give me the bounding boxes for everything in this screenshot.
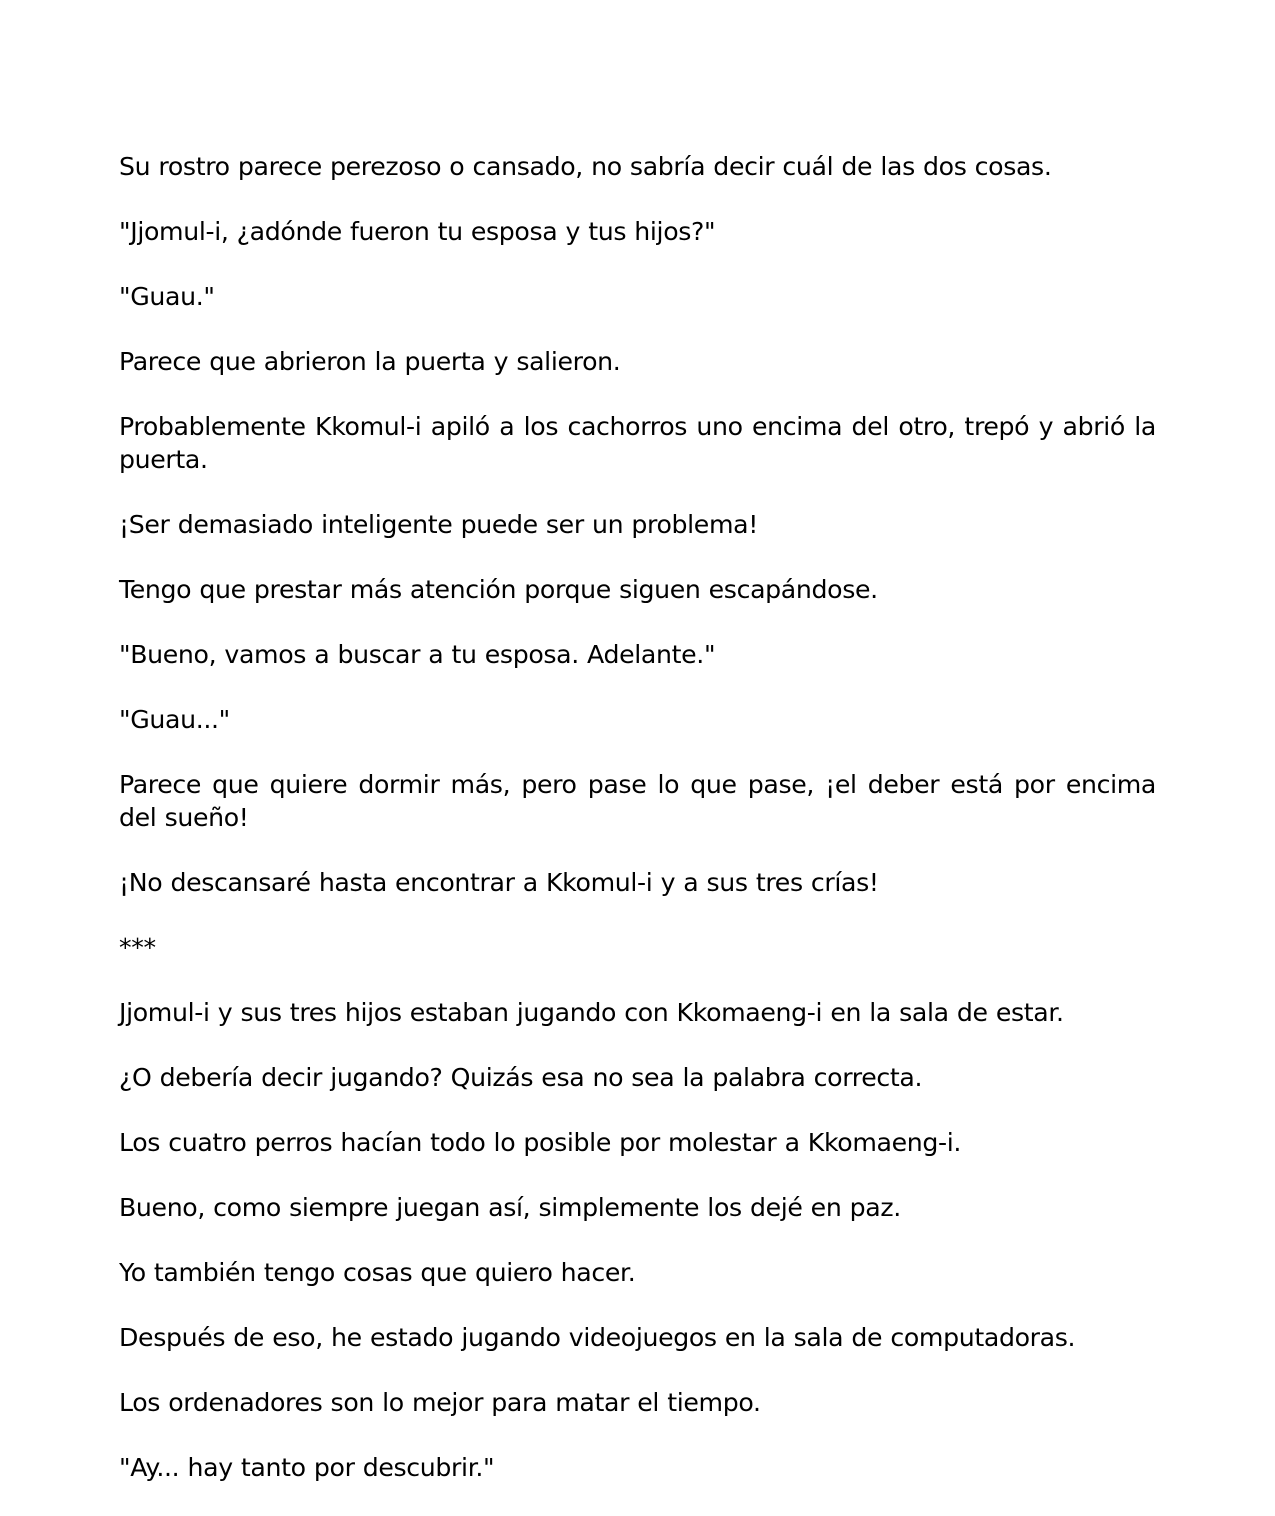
paragraph: Tengo que prestar más atención porque siguen escapándose. bbox=[119, 575, 878, 604]
paragraph: Bueno, como siempre juegan así, simplemente los dejé en paz. bbox=[119, 1193, 901, 1222]
document-body bbox=[119, 150, 1156, 1516]
paragraph: Después de eso, he estado jugando videojuegos en la sala de computadoras. bbox=[119, 1323, 1076, 1352]
paragraph: "Guau." bbox=[119, 282, 215, 311]
paragraph: "Jjomul-i, ¿adónde fueron tu esposa y tus hijos?" bbox=[119, 217, 716, 246]
paragraph: Jjomul-i y sus tres hijos estaban jugando con Kkomaeng-i en la sala de estar. bbox=[119, 998, 1064, 1027]
paragraph: Probablemente Kkomul-i apiló a los cachorros uno encima del otro, trepó y abrió la puerta. bbox=[119, 412, 1156, 474]
paragraph: Parece que abrieron la puerta y salieron. bbox=[119, 347, 621, 376]
paragraph: Los cuatro perros hacían todo lo posible por molestar a Kkomaeng-i. bbox=[119, 1128, 962, 1157]
paragraph: Parece que quiere dormir más, pero pase lo que pase, ¡el deber está por encima del sueño! bbox=[119, 770, 1156, 832]
paragraph: "Ay... hay tanto por descubrir." bbox=[119, 1453, 495, 1482]
paragraph: Los ordenadores son lo mejor para matar el tiempo. bbox=[119, 1388, 761, 1417]
paragraph: "Bueno, vamos a buscar a tu esposa. Adelante." bbox=[119, 640, 716, 669]
paragraph: ¡No descansaré hasta encontrar a Kkomul-i y a sus tres crías! bbox=[119, 868, 879, 897]
paragraph: Su rostro parece perezoso o cansado, no sabría decir cuál de las dos cosas. bbox=[119, 152, 1052, 181]
paragraph: ¡Ser demasiado inteligente puede ser un problema! bbox=[119, 510, 758, 539]
paragraph: Yo también tengo cosas que quiero hacer. bbox=[119, 1258, 636, 1287]
paragraph: ¿O debería decir jugando? Quizás esa no sea la palabra correcta. bbox=[119, 1063, 923, 1092]
paragraph: "Guau..." bbox=[119, 705, 230, 734]
section-separator: *** bbox=[119, 933, 156, 962]
